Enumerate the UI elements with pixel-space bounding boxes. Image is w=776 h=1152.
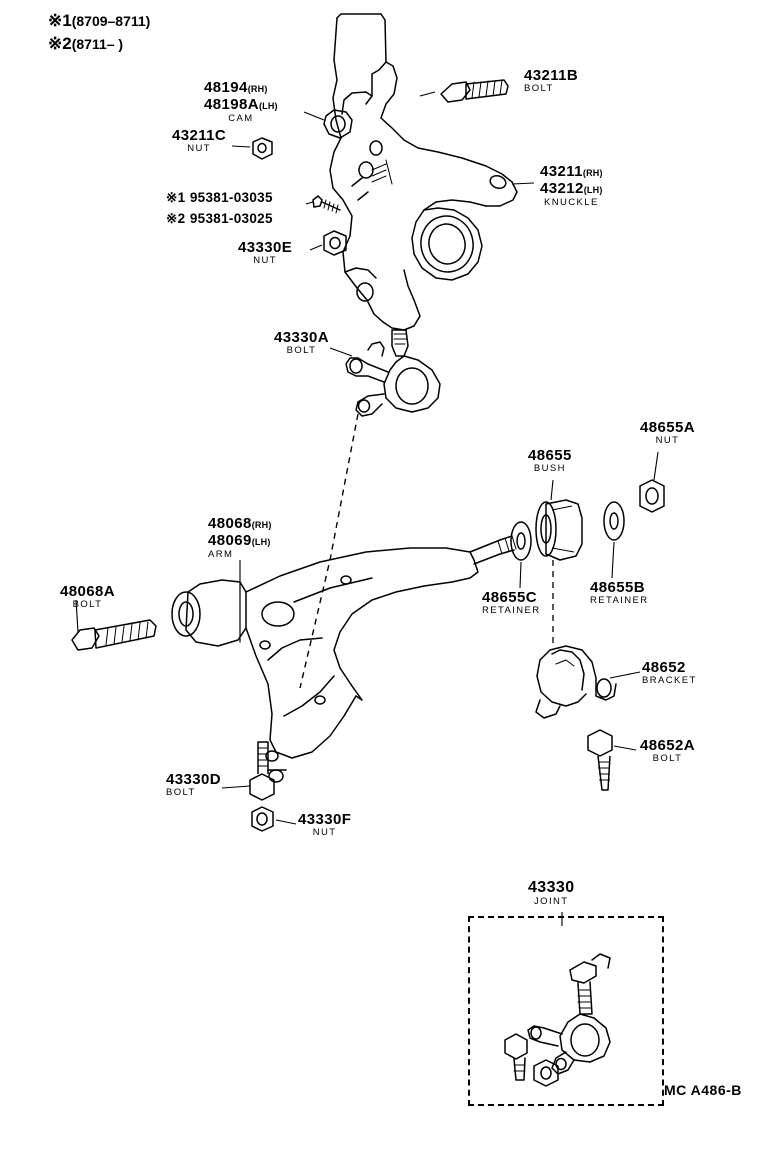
- part-desc-48655c: RETAINER: [482, 604, 541, 616]
- part-desc-48655: BUSH: [533, 462, 566, 474]
- label-bush-48655: [528, 448, 572, 474]
- revision-note-2: [48, 33, 150, 56]
- label-cam-48194: [204, 80, 278, 124]
- part-desc-cam: CAM: [228, 112, 254, 124]
- part-number-48069: 48069: [208, 531, 252, 549]
- part-number-43330d: 43330D: [166, 771, 221, 788]
- part-number-43212: 43212: [540, 179, 584, 197]
- revision-note-1: [48, 10, 150, 33]
- part-number-43211: 43211: [540, 163, 583, 180]
- label-bolt-48068a: [60, 584, 115, 610]
- part-desc-48068a: BOLT: [72, 598, 103, 610]
- part-number-48652a: 48652A: [640, 737, 695, 754]
- note-range-1: (8709–8711): [71, 13, 151, 29]
- part-desc-43330a: BOLT: [286, 344, 317, 356]
- part-desc-48655b: RETAINER: [590, 594, 649, 606]
- part-number-48655c: 48655C: [482, 589, 537, 606]
- label-bolt-43330a: [274, 330, 329, 356]
- label-nut-43211c: [172, 128, 226, 154]
- part-number-43330a: 43330A: [274, 329, 329, 346]
- label-retainer-48655c: [482, 590, 541, 616]
- label-nut-43330e: [238, 240, 292, 266]
- label-arm-48068: [208, 516, 272, 560]
- note-mark-2: ※2: [48, 33, 72, 53]
- part-number-48655b: 48655B: [590, 579, 645, 596]
- part-desc-43211c: NUT: [187, 142, 211, 154]
- part-number-43211c: 43211C: [172, 127, 227, 144]
- part-number-48655: 48655: [528, 447, 572, 464]
- part-number-48652: 48652: [642, 659, 686, 676]
- diagram-code: MC A486-B: [664, 1082, 742, 1098]
- note-range-2: (8711– ): [71, 35, 124, 52]
- part-desc-43330d: BOLT: [166, 786, 196, 798]
- part-number-48655a: 48655A: [640, 419, 695, 436]
- label-bolt-43330d: [166, 772, 221, 798]
- label-joint-43330: [528, 880, 575, 907]
- label-bracket-48652: [642, 660, 697, 686]
- label-nut-48655a: [640, 420, 695, 446]
- revision-notes: [48, 10, 150, 56]
- note-mark-1: ※1: [48, 11, 72, 30]
- part-desc-43211b: BOLT: [524, 82, 554, 94]
- label-bolt-43211b: [524, 68, 578, 94]
- label-screw-95381-1: [166, 190, 273, 207]
- part-number-43330f: 43330F: [298, 811, 352, 828]
- part-number-43330: 43330: [528, 879, 575, 896]
- part-desc-43330e: NUT: [253, 254, 277, 266]
- label-retainer-48655b: [590, 580, 649, 606]
- part-number-43211b: 43211B: [524, 67, 579, 84]
- part-number-48194: 48194: [204, 79, 248, 96]
- part-suffix-48198a: (LH): [258, 100, 278, 111]
- part-number-48068a: 48068A: [60, 583, 115, 600]
- part-suffix-48068: (RH): [251, 520, 272, 530]
- part-desc-knuckle: KNUCKLE: [544, 196, 599, 208]
- part-desc-arm: ARM: [208, 548, 234, 560]
- part-desc-48652: BRACKET: [642, 674, 697, 686]
- part-number-48068: 48068: [208, 515, 252, 532]
- label-knuckle-43211: [540, 164, 603, 208]
- part-suffix-48069: (LH): [251, 536, 271, 547]
- part-number-43330e: 43330E: [238, 239, 293, 256]
- part-suffix-43212: (LH): [583, 184, 603, 195]
- part-number-95381-03035: 95381-03035: [189, 190, 273, 205]
- part-suffix-48194: (RH): [247, 84, 268, 94]
- part-desc-43330: JOINT: [534, 895, 569, 907]
- part-desc-48652a: BOLT: [652, 752, 683, 764]
- label-bolt-48652a: [640, 738, 695, 764]
- joint-inset-box: [468, 916, 664, 1106]
- label-nut-43330f: [298, 812, 351, 838]
- part-desc-48655a: NUT: [655, 434, 680, 446]
- part-desc-43330f: NUT: [312, 826, 337, 838]
- label-screw-95381-2: [166, 211, 273, 228]
- part-number-48198a: 48198A: [204, 95, 259, 113]
- note-mark-95381-2: ※2: [166, 211, 186, 226]
- part-suffix-43211: (RH): [582, 168, 603, 178]
- part-number-95381-03025: 95381-03025: [189, 211, 273, 226]
- note-mark-95381-1: ※1: [166, 190, 186, 205]
